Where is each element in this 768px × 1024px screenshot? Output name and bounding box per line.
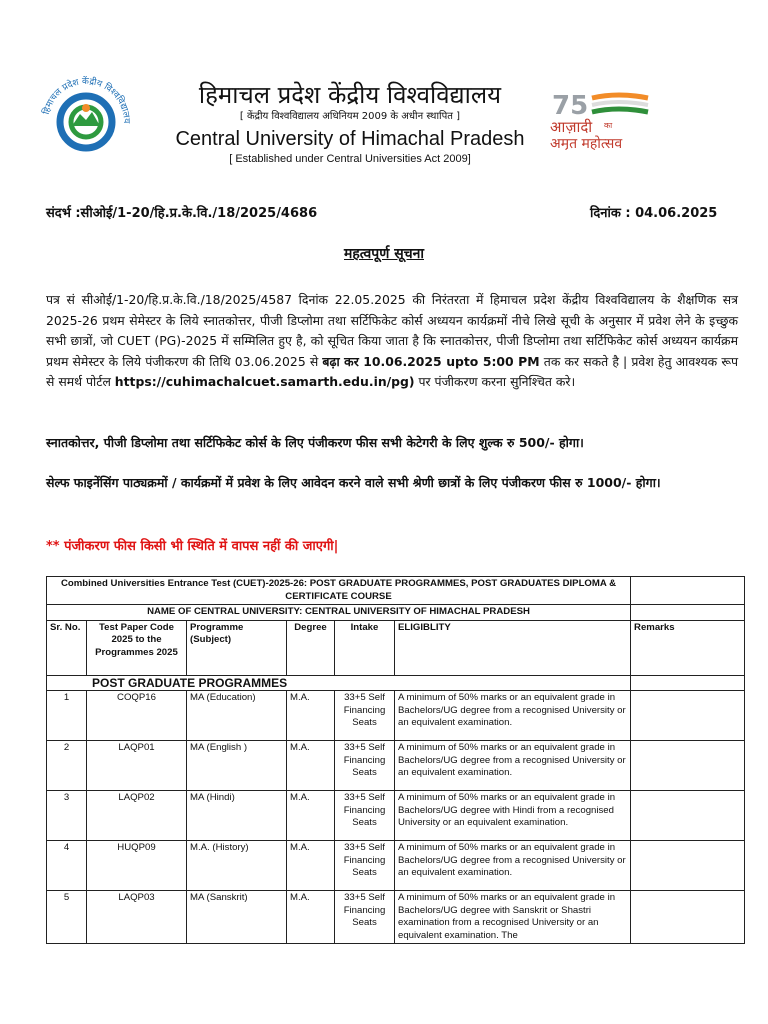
cell-degree: M.A. [287, 841, 335, 891]
logo-text-ka: का [604, 121, 613, 130]
header-degree: Degree [287, 620, 335, 675]
cell-eligibility: A minimum of 50% marks or an equivalent grade in Bachelors/UG degree with Hindi from a recognised University or an equivalent examination. [395, 791, 631, 841]
azadi-amrit-mahotsav-logo [548, 88, 676, 150]
cell-remarks [631, 791, 745, 841]
cell-code: LAQP02 [87, 791, 187, 841]
table-row [47, 891, 745, 944]
section-blank [631, 675, 745, 691]
table-university-name: NAME OF CENTRAL UNIVERSITY: CENTRAL UNIVERSITY OF HIMACHAL PRADESH [47, 605, 631, 621]
header-programme: Programme (Subject) [187, 620, 287, 675]
cell-remarks [631, 691, 745, 741]
programmes-table [46, 576, 745, 944]
cell-eligibility: A minimum of 50% marks or an equivalent grade in Bachelors/UG degree with Sanskrit or Shastri examination from a recognised University or an equivalent examination. The [395, 891, 631, 944]
logo-text-line2: अमृत महोत्सव [550, 136, 623, 150]
paragraph-text-3: पर पंजीकरण करना सुनिश्चित करे। [414, 374, 576, 389]
cell-programme: MA (Education) [187, 691, 287, 741]
cell-intake: 33+5 Self Financing Seats [335, 841, 395, 891]
cell-intake: 33+5 Self Financing Seats [335, 791, 395, 841]
cell-eligibility: A minimum of 50% marks or an equivalent grade in Bachelors/UG degree from a recognised University or an equivalent examination. [395, 841, 631, 891]
cell-degree: M.A. [287, 891, 335, 944]
notice-title: महत्वपूर्ण सूचना [344, 246, 424, 262]
cell-remarks [631, 891, 745, 944]
cell-code: LAQP03 [87, 891, 187, 944]
logo-number: 75 [552, 91, 589, 121]
paragraph-text-2: तक कर सकते है | प्रवेश हेतु आवश्यक रूप से समर्थ पोर्टल [46, 353, 739, 389]
notice-date: दिनांक : 04.06.2025 [590, 206, 718, 221]
refund-note: ** पंजीकरण फीस किसी भी स्थिति में वापस नहीं की जाएगी| [46, 539, 339, 554]
cell-remarks [631, 741, 745, 791]
table-title-blank [631, 605, 745, 621]
cell-eligibility: A minimum of 50% marks or an equivalent grade in Bachelors/UG degree from a recognised University or an equivalent examination. [395, 691, 631, 741]
cell-intake: 33+5 Self Financing Seats [335, 741, 395, 791]
cell-programme: MA (Hindi) [187, 791, 287, 841]
section-heading: POST GRADUATE PROGRAMMES [47, 675, 631, 691]
pg-fee-note: स्नातकोत्तर, पीजी डिप्लोमा तथा सर्टिफिकेट कोर्स के लिए पंजीकरण फीस सभी केटेगरी के लिए शुल्क रु 500/- होगा। [46, 435, 584, 450]
table-row [47, 791, 745, 841]
portal-link[interactable]: https://cuhimachalcuet.samarth.edu.in/pg) [114, 374, 415, 389]
header-remarks: Remarks [631, 620, 745, 675]
cell-programme: MA (English ) [187, 741, 287, 791]
cell-programme: M.A. (History) [187, 841, 287, 891]
logo-text-line1: आज़ादी [550, 118, 593, 136]
cell-degree: M.A. [287, 791, 335, 841]
cell-code: COQP16 [87, 691, 187, 741]
establishment-note-english: [ Established under Central Universities Act 2009] [229, 153, 471, 165]
notice-paragraph [46, 290, 738, 393]
reference-number: संदर्भ :सीओई/1-20/हि.प्र.के.वि./18/2025/4686 [46, 206, 318, 221]
logo-arc-text: हिमाचल प्रदेश केंद्रीय विश्वविद्यालय [41, 76, 132, 124]
cell-intake: 33+5 Self Financing Seats [335, 691, 395, 741]
table-row [47, 691, 745, 741]
cell-sr: 3 [47, 791, 87, 841]
cell-sr: 5 [47, 891, 87, 944]
deadline-text: बढ़ा कर 10.06.2025 upto 5:00 PM [322, 353, 540, 369]
header-test-code: Test Paper Code 2025 to the Programmes 2025 [87, 620, 187, 675]
table-row [47, 741, 745, 791]
paragraph-text-1: पत्र सं सीओई/1-20/हि.प्र.के.वि./18/2025/4587 दिनांक 22.05.2025 की निरंतरता में हिमाचल प्रदेश केंद्रीय विश्वविद्यालय के शैक्षणिक सत्र 2025-26 प्रथम सेमेस्टर के लिये स्नातकोत्तर, पीजी डिप्लोमा तथा सर्टिफिकेट कोर्स अध्ययन कार्यक्रमों नीचे लिखे सूची के अनुसार में प्रवेश लेने के इच्छुक सभी छात्रों, जो CUET (PG)-2025 में सम्मिलित हुए है, को सूचित किया जाता है कि स्नातकोत्तर, पीजी डिप्लोमा तथा सर्टिफिकेट कोर्स अध्ययन कार्यक्रम प्रथम सेमेस्टर के लिये पंजीकरण की तिथि 03.06.2025 से [46, 292, 738, 369]
cell-intake: 33+5 Self Financing Seats [335, 891, 395, 944]
university-name-hindi: हिमाचल प्रदेश केंद्रीय विश्वविद्यालय [198, 81, 502, 109]
self-financing-fee-note: सेल्फ फाइनेंसिंग पाठ्यक्रमों / कार्यक्रमों में प्रवेश के लिए आवेदन करने वाले सभी श्रेणी छात्रों के लिए पंजीकरण फीस रु 1000/- होगा। [46, 475, 661, 490]
table-title-blank [631, 577, 745, 605]
cell-code: HUQP09 [87, 841, 187, 891]
cell-remarks [631, 841, 745, 891]
header-eligibility: ELIGIBLITY [395, 620, 631, 675]
header-sr-no: Sr. No. [47, 620, 87, 675]
cell-programme: MA (Sanskrit) [187, 891, 287, 944]
cell-sr: 1 [47, 691, 87, 741]
university-logo [36, 70, 136, 170]
table-row [47, 841, 745, 891]
cell-eligibility: A minimum of 50% marks or an equivalent grade in Bachelors/UG degree from a recognised University or an equivalent examination. [395, 741, 631, 791]
university-name-english: Central University of Himachal Pradesh [175, 128, 525, 150]
cell-degree: M.A. [287, 691, 335, 741]
cell-degree: M.A. [287, 741, 335, 791]
establishment-note-hindi: [ केंद्रीय विश्वविद्यालय अधिनियम 2009 के अधीन स्थापित ] [239, 111, 461, 122]
cell-code: LAQP01 [87, 741, 187, 791]
table-title: Combined Universities Entrance Test (CUET)-2025-26: POST GRADUATE PROGRAMMES, POST GRADUATES DIPLOMA & CERTIFICATE COURSE [47, 577, 631, 605]
cell-sr: 4 [47, 841, 87, 891]
header-intake: Intake [335, 620, 395, 675]
cell-sr: 2 [47, 741, 87, 791]
